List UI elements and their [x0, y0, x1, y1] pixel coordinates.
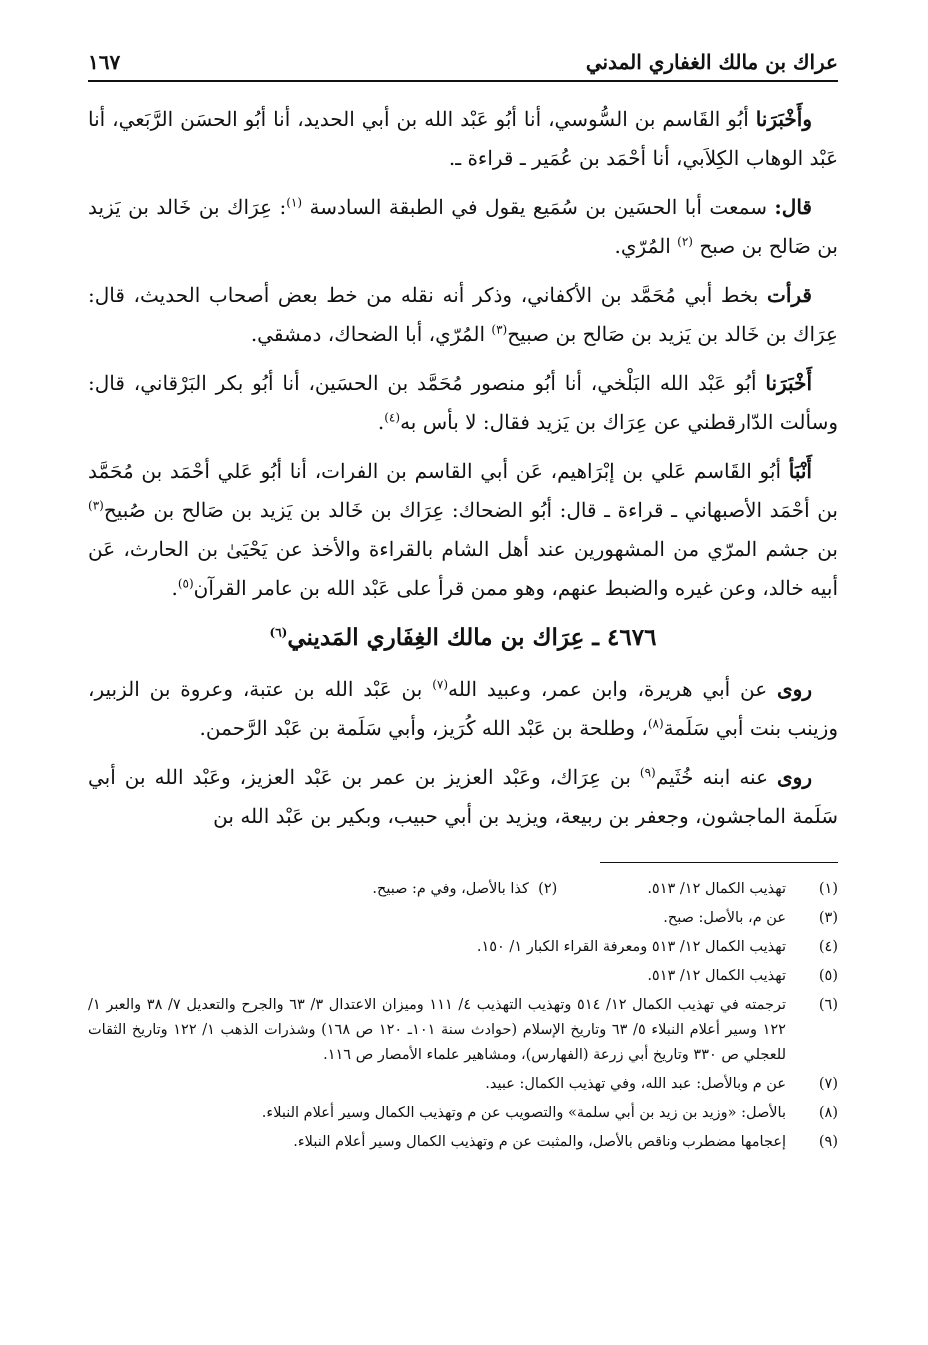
paragraph [88, 758, 838, 836]
paragraph-keyword: أَخْبَرَنا [765, 371, 812, 395]
paragraph-text: أبُو عَبْد الله البَلْخي، أنا أبُو منصور مُحَمَّد بن الحسَين، أنا أبُو بكر البَرْقاني، قال: وسألت الدّارقطني عن عِرَاك بن يَزيد فقال: لا بأس به [88, 371, 838, 434]
footnote-ref[interactable]: (٣) [88, 498, 104, 513]
paragraph [88, 670, 838, 748]
footnote-ref[interactable]: (٣) [491, 322, 508, 337]
footnote-number: (٨) [818, 1105, 838, 1121]
entry-title [88, 618, 838, 658]
footnote [88, 993, 838, 1068]
paragraph-keyword: روى [777, 765, 812, 789]
paragraph-text: . [377, 410, 385, 434]
footnote-text: تهذيب الكمال ١٢/ ٥١٣. [647, 968, 786, 984]
footnote-ref[interactable]: (٨) [647, 716, 664, 731]
paragraph-text: : عِرَاك بن خَالد بن يَزيد بن صَالح بن صبح [88, 195, 838, 258]
footnote [88, 964, 838, 989]
footnote [88, 906, 838, 931]
paragraph-text: ، وطلحة بن عَبْد الله كُرَيز، وأبي سَلَمة بن عَبْد الرَّحمن. [199, 716, 648, 740]
paragraph-keyword: قال: [774, 195, 812, 219]
footnote-number: (٦) [818, 997, 838, 1013]
running-title: عراك بن مالك الغفاري المدني [585, 50, 838, 74]
page-header [88, 50, 838, 82]
footnote-number: (١) [818, 881, 838, 897]
paragraph-text: أبُو القَاسم عَلي بن إبْرَاهيم، عَن أبي القاسم بن الفرات، أنا أبُو عَلي أحْمَد بن مُحَمَّد بن أحْمَد الأصبهاني ـ قراءة ـ قال: أبُو الضحاك: عِرَاك بن خَالد بن يَزيد بن صَالح بن صُبيح [88, 459, 838, 522]
paragraph-keyword: وأَخْبَرَنا [755, 107, 812, 131]
footnote-ref[interactable]: (٤) [384, 410, 401, 425]
footnote-number: (٩) [818, 1134, 838, 1150]
footnote-text: ترجمته في تهذيب الكمال ١٢/ ٥١٤ وتهذيب التهذيب ٤/ ١١١ وميزان الاعتدال ٣/ ٦٣ والجرح والتعديل ٧/ ٣٨ والعبر ١/ ١٢٢ وسير أعلام النبلاء ٥/ ٦٣ وتاريخ الإسلام (حوادث سنة ١٠١ـ ١٢٠ ص ١٦٨) وشذرات الذهب ١/ ١٢٢ وتاريخ الثقات للعجلي ص ٣٣٠ وتاريخ أبي زرعة (الفهارس)، ومشاهير علماء الأمصار ص ١١٦. [88, 997, 787, 1063]
paragraph [88, 188, 838, 266]
footnote-text: عن م وبالأصل: عبد الله، وفي تهذيب الكمال: عبيد. [485, 1076, 786, 1092]
footnote [88, 877, 838, 902]
paragraph-keyword: روى [777, 677, 813, 701]
footnote [88, 1072, 838, 1097]
footnote-text: تهذيب الكمال ١٢/ ٥١٣ ومعرفة القراء الكبار ١/ ١٥٠. [476, 939, 786, 955]
footnote-number: (٥) [818, 968, 838, 984]
footnote-ref[interactable]: (٦) [269, 625, 288, 640]
paragraph-text: بخط أبي مُحَمَّد بن الأكفاني، وذكر أنه نقله من خط بعض أصحاب الحديث، قال: عِرَاك بن خَالد بن يَزيد بن صَالح بن صبيح [88, 283, 838, 346]
footnote [88, 1101, 838, 1126]
footnote-text: إعجامها مضطرب وناقص بالأصل، والمثبت عن م وتهذيب الكمال وسير أعلام النبلاء. [293, 1134, 786, 1150]
footnote-number: (٧) [818, 1076, 838, 1092]
paragraph [88, 364, 838, 442]
paragraph-text: بن عِرَاك، وعَبْد العزيز بن عمر بن عَبْد العزيز، وعَبْد الله بن أبي سَلَمة الماجشون، وجعفر بن ربيعة، ويزيد بن أبي حبيب، وبكير بن عَبْد الله بن [88, 765, 838, 828]
paragraph [88, 276, 838, 354]
page-number: ١٦٧ [88, 50, 121, 74]
paragraph [88, 100, 838, 178]
entry-title-text: ٤٦٧٦ ـ عِرَاك بن مالك الغِفَاري المَديني [287, 624, 657, 651]
footnote-text: عن م، بالأصل: صبح. [663, 910, 786, 926]
paragraph-text: سمعت أبا الحسَين بن سُمَيع يقول في الطبقة السادسة [302, 195, 775, 219]
paragraph-text: بن جشم المرّي من المشهورين عند أهل الشام بالقراءة والأخذ عن يَحْيَىٰ بن الحارث، عَن أبيه خالد، وعن غيره والضبط عنهم، وهو ممن قرأ على عَبْد الله بن عامر القرآن [88, 537, 838, 600]
footnotes [88, 877, 838, 1155]
footnote-text: كذا بالأصل، وفي م: صبيح. [372, 881, 529, 897]
main-text [88, 100, 838, 836]
footnote-inline [372, 877, 557, 902]
footnote-number: (٢) [538, 881, 558, 897]
footnote-ref[interactable]: (٢) [677, 234, 693, 249]
footnote-number: (٤) [818, 939, 838, 955]
footnote [88, 1130, 838, 1155]
footnote-text: تهذيب الكمال ١٢/ ٥١٣. [647, 881, 786, 897]
paragraph-text: . [171, 576, 178, 600]
paragraph-keyword: قرأت [767, 283, 812, 307]
paragraph-text: المُرّي، أبا الضحاك، دمشقي. [250, 322, 492, 346]
footnote-pair [88, 877, 786, 902]
footnote [88, 935, 838, 960]
paragraph-text: عن أبي هريرة، وابن عمر، وعبيد الله [448, 677, 778, 701]
paragraph-text: المُرّي. [614, 234, 678, 258]
paragraph-keyword: أَنْبَأ [788, 459, 812, 483]
paragraph-text: عنه ابنه خُثَيم [655, 765, 778, 789]
footnote-text: بالأصل: «وزيد بن زيد بن أبي سلمة» والتصويب عن م وتهذيب الكمال وسير أعلام النبلاء. [261, 1105, 786, 1121]
footnote-ref[interactable]: (٧) [432, 677, 449, 692]
paragraph-text: أبُو القَاسم بن السُّوسي، أنا أبُو عَبْد الله بن أبي الحديد، أنا أبُو الحسَن الرَّبَعي، أنا عَبْد الوهاب الكِلاَبي، أنا أحْمَد بن عُمَير ـ قراءة ـ. [88, 107, 838, 170]
footnote-ref[interactable]: (٥) [177, 576, 194, 591]
book-page [88, 50, 838, 1159]
footnote-divider [600, 862, 838, 863]
footnote-number: (٣) [818, 910, 838, 926]
paragraph-text: بن عَبْد الله بن عتبة، وعروة بن الزبير، وزينب بنت أبي سَلَمة [88, 677, 838, 740]
paragraph [88, 452, 838, 608]
footnote-ref[interactable]: (١) [286, 195, 303, 210]
footnote-ref[interactable]: (٩) [639, 765, 656, 780]
